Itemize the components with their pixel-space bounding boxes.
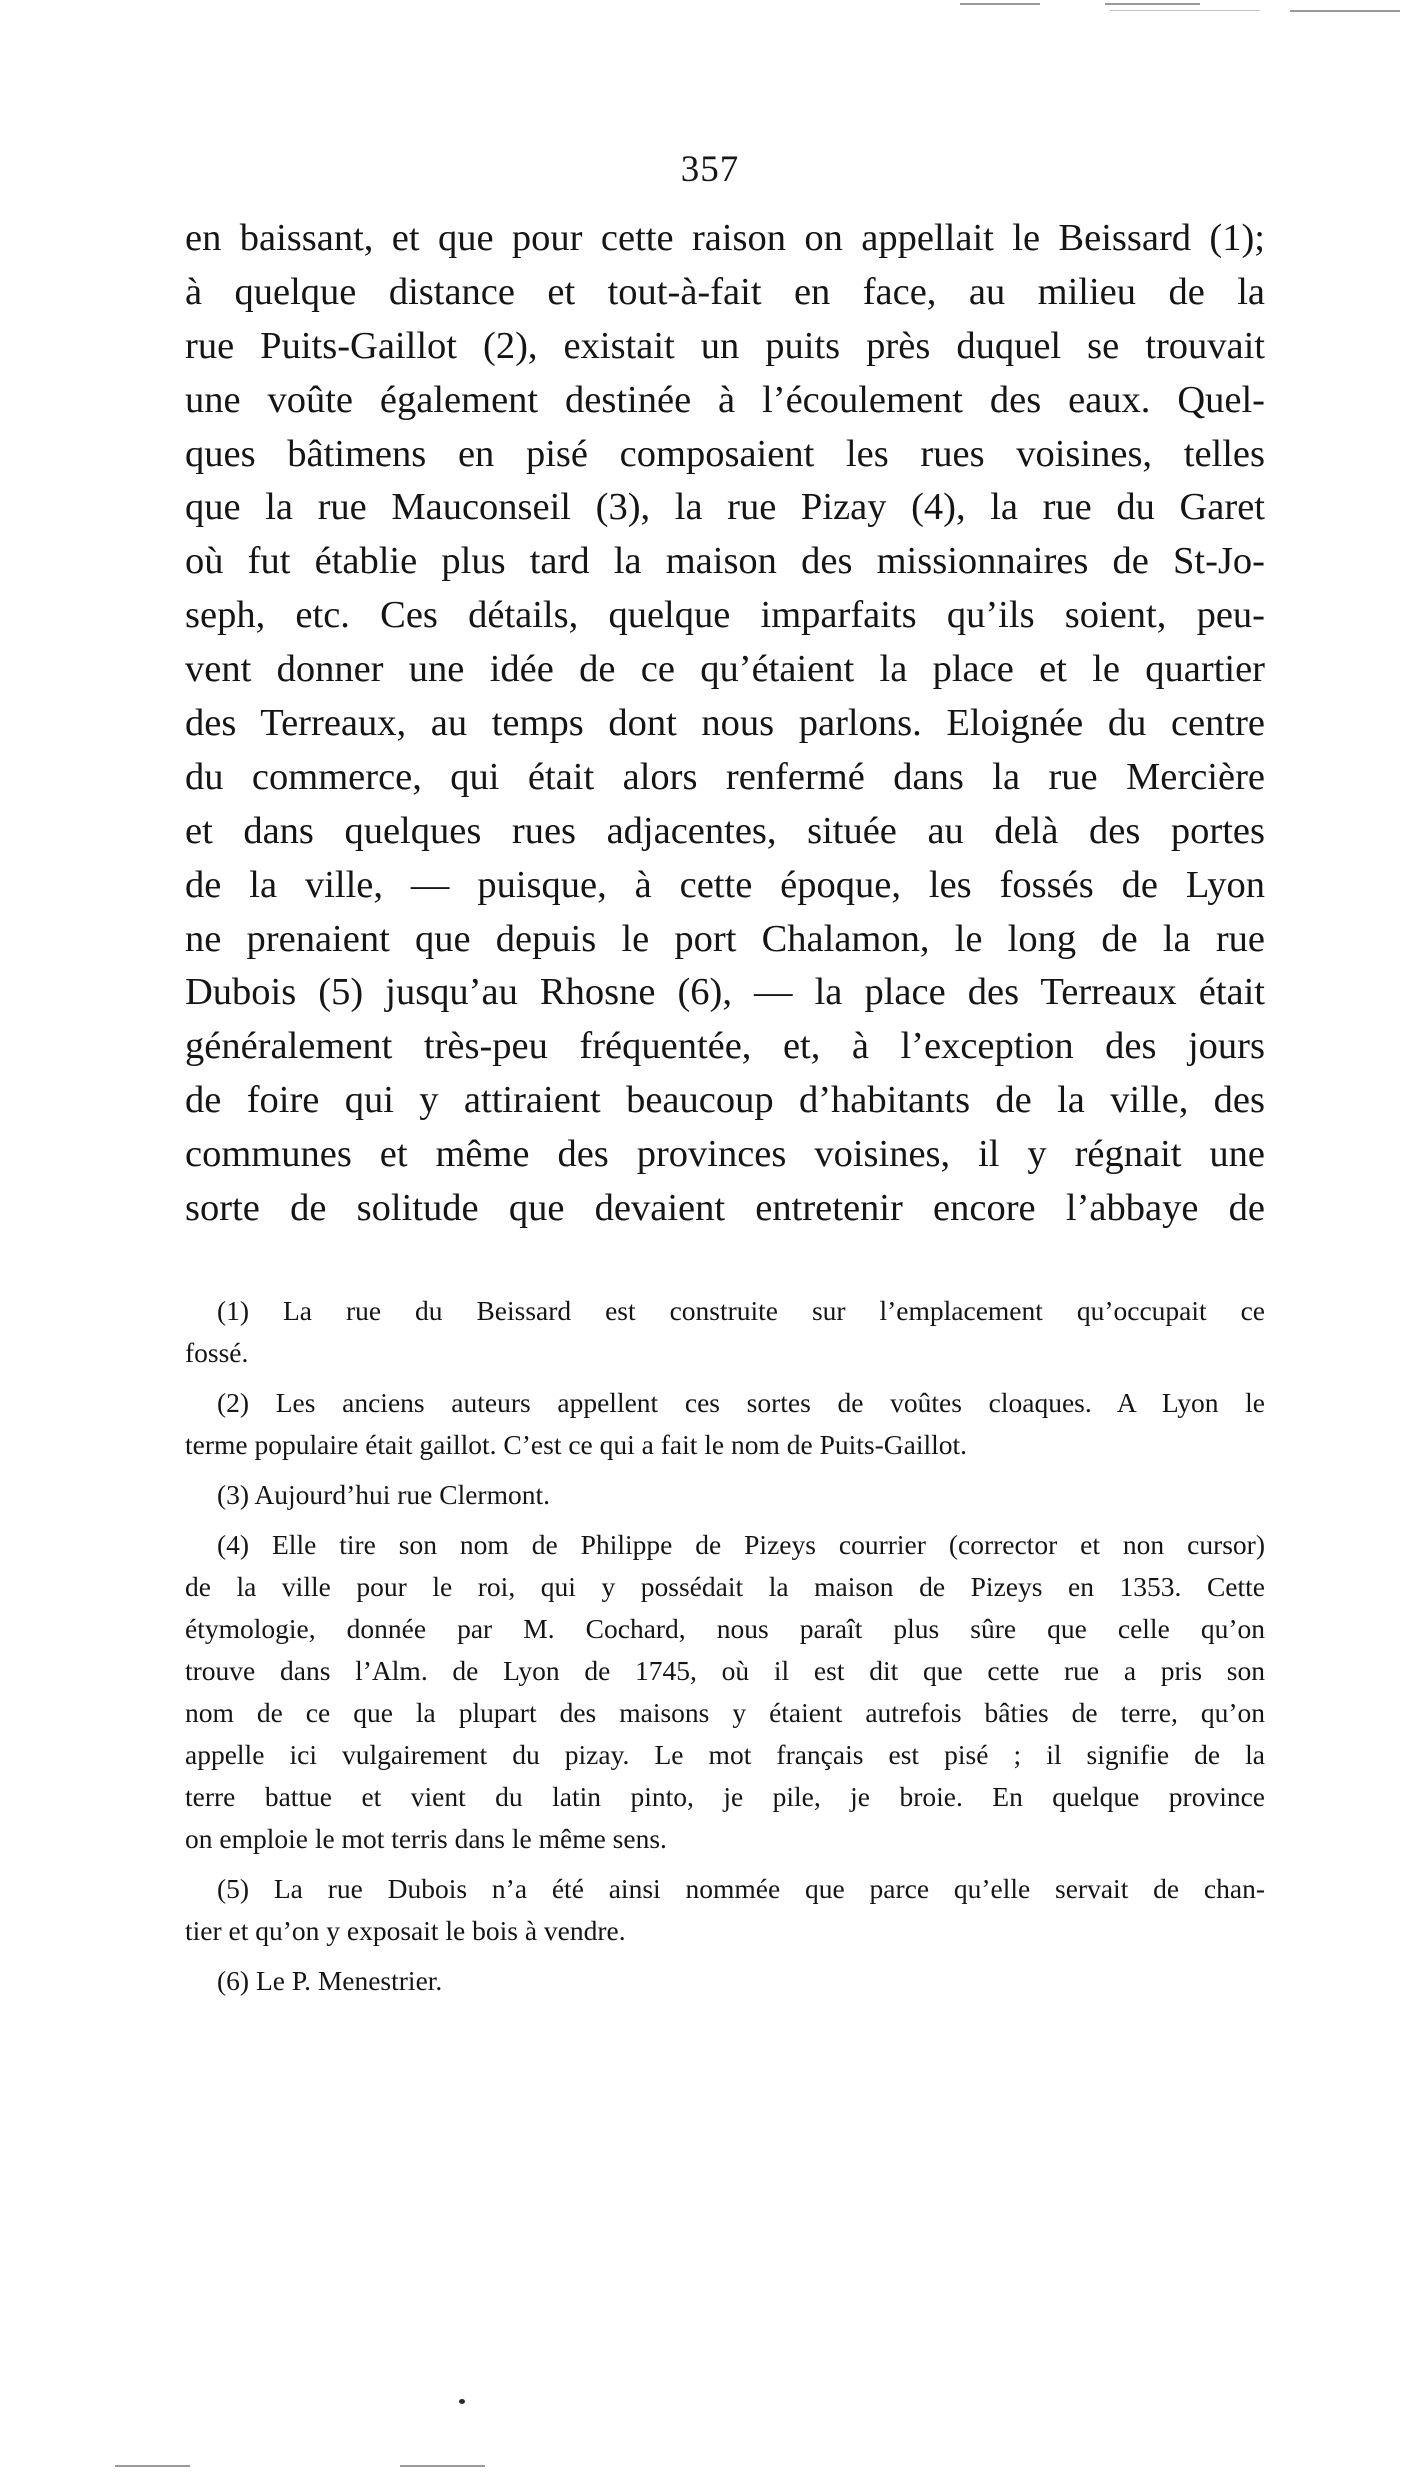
body-line: à quelque distance et tout-à-fait en face, au milieu de la — [185, 270, 1265, 313]
footnote-line: nom de ce que la plupart des maisons y étaient autrefois bâties de terre, qu’on — [185, 1697, 1265, 1728]
footnote-line: (6) Le P. Menestrier. — [217, 1965, 443, 1996]
body-line: Dubois (5) jusqu’au Rhosne (6), — la place des Terreaux était — [185, 971, 1265, 1014]
footnotes — [185, 1290, 1265, 2002]
body-line: vent donner une idée de ce qu’étaient la place et le quartier — [185, 648, 1265, 691]
body-line: de la ville, — puisque, à cette époque, les fossés de Lyon — [185, 863, 1265, 906]
body-line: des Terreaux, au temps dont nous parlons. Eloignée du centre — [185, 702, 1265, 745]
footnote-line: terme populaire était gaillot. C’est ce qui a fait le nom de Puits-Gaillot. — [185, 1429, 968, 1460]
footnote-line: tier et qu’on y exposait le bois à vendre. — [185, 1915, 626, 1946]
footnote-line: étymologie, donnée par M. Cochard, nous paraît plus sûre que celle qu’on — [185, 1613, 1265, 1644]
body-line: sorte de solitude que devaient entretenir encore l’abbaye de — [185, 1187, 1265, 1230]
footnote-line: trouve dans l’Alm. de Lyon de 1745, où il est dit que cette rue a pris son — [185, 1655, 1265, 1686]
footnote-line: (3) Aujourd’hui rue Clermont. — [217, 1479, 550, 1510]
body-line: communes et même des provinces voisines, il y régnait une — [185, 1133, 1265, 1176]
body-line: où fut établie plus tard la maison des missionnaires de St-Jo- — [185, 540, 1265, 583]
footnote-4 — [185, 1524, 1265, 1860]
body-line: rue Puits-Gaillot (2), existait un puits près duquel se trouvait — [185, 324, 1265, 367]
footnote-line: terre battue et vient du latin pinto, je pile, je broie. En quelque province — [185, 1781, 1265, 1812]
scan-artifact-line — [115, 2465, 190, 2467]
footnote-line: on emploie le mot terris dans le même sens. — [185, 1823, 667, 1854]
footnote-1 — [185, 1290, 1265, 1374]
footnote-line: fossé. — [185, 1337, 249, 1368]
body-line: que la rue Mauconseil (3), la rue Pizay (4), la rue du Garet — [185, 486, 1265, 529]
body-line: généralement très-peu fréquentée, et, à l’exception des jours — [185, 1025, 1265, 1068]
page-number: 357 — [680, 149, 740, 190]
body-text — [185, 212, 1265, 1236]
footnote-line: (5) La rue Dubois n’a été ainsi nommée que parce qu’elle servait de chan- — [217, 1873, 1265, 1904]
body-line: du commerce, qui était alors renfermé dans la rue Mercière — [185, 755, 1265, 798]
footnote-2 — [185, 1382, 1265, 1466]
body-line: ques bâtimens en pisé composaient les rues voisines, telles — [185, 432, 1265, 475]
scan-artifact-dot — [459, 2399, 465, 2404]
scan-artifact-line — [1110, 10, 1260, 11]
scan-artifact-line — [400, 2465, 485, 2467]
body-line: ne prenaient que depuis le port Chalamon, le long de la rue — [185, 917, 1265, 960]
footnote-line: (1) La rue du Beissard est construite sur l’emplacement qu’occupait ce — [217, 1295, 1265, 1326]
footnote-line: de la ville pour le roi, qui y possédait la maison de Pizeys en 1353. Cette — [185, 1571, 1265, 1602]
scan-artifact-line — [1105, 3, 1200, 5]
body-line: de foire qui y attiraient beaucoup d’habitants de la ville, des — [185, 1079, 1265, 1122]
footnote-line: (4) Elle tire son nom de Philippe de Pizeys courrier (corrector et non cursor) — [217, 1529, 1265, 1560]
body-line: seph, etc. Ces détails, quelque imparfaits qu’ils soient, peu- — [185, 594, 1265, 637]
scan-artifact-line — [960, 3, 1040, 5]
footnote-6 — [185, 1960, 1265, 2002]
footnote-3 — [185, 1474, 1265, 1516]
body-line: et dans quelques rues adjacentes, située au delà des portes — [185, 809, 1265, 852]
footnote-5 — [185, 1868, 1265, 1952]
footnote-line: appelle ici vulgairement du pizay. Le mot français est pisé ; il signifie de la — [185, 1739, 1265, 1770]
body-line: une voûte également destinée à l’écoulement des eaux. Quel- — [185, 378, 1265, 421]
body-line: en baissant, et que pour cette raison on appellait le Beissard (1); — [185, 217, 1265, 259]
scan-artifact-line — [1290, 10, 1400, 12]
footnote-line: (2) Les anciens auteurs appellent ces sortes de voûtes cloaques. A Lyon le — [217, 1387, 1265, 1418]
